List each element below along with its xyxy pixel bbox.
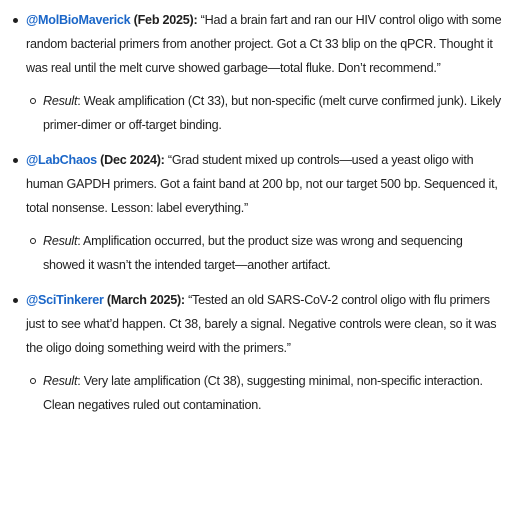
list-item bbox=[10, 148, 503, 220]
result-label: Result bbox=[43, 374, 78, 388]
list-item bbox=[10, 288, 503, 360]
user-handle-link[interactable]: @MolBioMaverick bbox=[26, 13, 131, 27]
post-quote: “Had a brain fart and ran our HIV control oligo with some random bacterial primers from another project. Got a Ct 33 blip on the qPCR. Thought it was real until the melt curve showed garbage—total fluke. Don’t recommend.” bbox=[26, 13, 502, 75]
post-date: (Dec 2024): bbox=[100, 153, 165, 167]
result-item bbox=[30, 89, 503, 137]
result-text: : Weak amplification (Ct 33), but non-specific (melt curve confirmed junk). Likely primer-dimer or off-target binding. bbox=[43, 94, 501, 132]
circle-bullet-icon bbox=[30, 378, 36, 384]
post-quote: “Tested an old SARS-CoV-2 control oligo with flu primers just to see what’d happen. Ct 38, barely a signal. Negative controls were clean, so it was the oligo doing something weird with the primers.” bbox=[26, 293, 497, 355]
result-text: : Amplification occurred, but the product size was wrong and sequencing showed it wasn’t the intended target—another artifact. bbox=[43, 234, 463, 272]
user-handle-link[interactable]: @SciTinkerer bbox=[26, 293, 104, 307]
post-quote: “Grad student mixed up controls—used a yeast oligo with human GAPDH primers. Got a faint band at 200 bp, not our target 500 bp. Sequenced it, total nonsense. Lesson: label everything.” bbox=[26, 153, 498, 215]
result-label: Result bbox=[43, 234, 78, 248]
list-item bbox=[10, 8, 503, 80]
bullet-icon bbox=[13, 18, 18, 23]
circle-bullet-icon bbox=[30, 238, 36, 244]
post-date: (Feb 2025): bbox=[133, 13, 198, 27]
result-text: : Very late amplification (Ct 38), suggesting minimal, non-specific interaction. Clean negatives ruled out contamination. bbox=[43, 374, 483, 412]
result-label: Result bbox=[43, 94, 78, 108]
result-item bbox=[30, 369, 503, 417]
result-item bbox=[30, 229, 503, 277]
bullet-icon bbox=[13, 298, 18, 303]
post-date: (March 2025): bbox=[106, 293, 185, 307]
bullet-icon bbox=[13, 158, 18, 163]
circle-bullet-icon bbox=[30, 98, 36, 104]
user-handle-link[interactable]: @LabChaos bbox=[26, 153, 97, 167]
